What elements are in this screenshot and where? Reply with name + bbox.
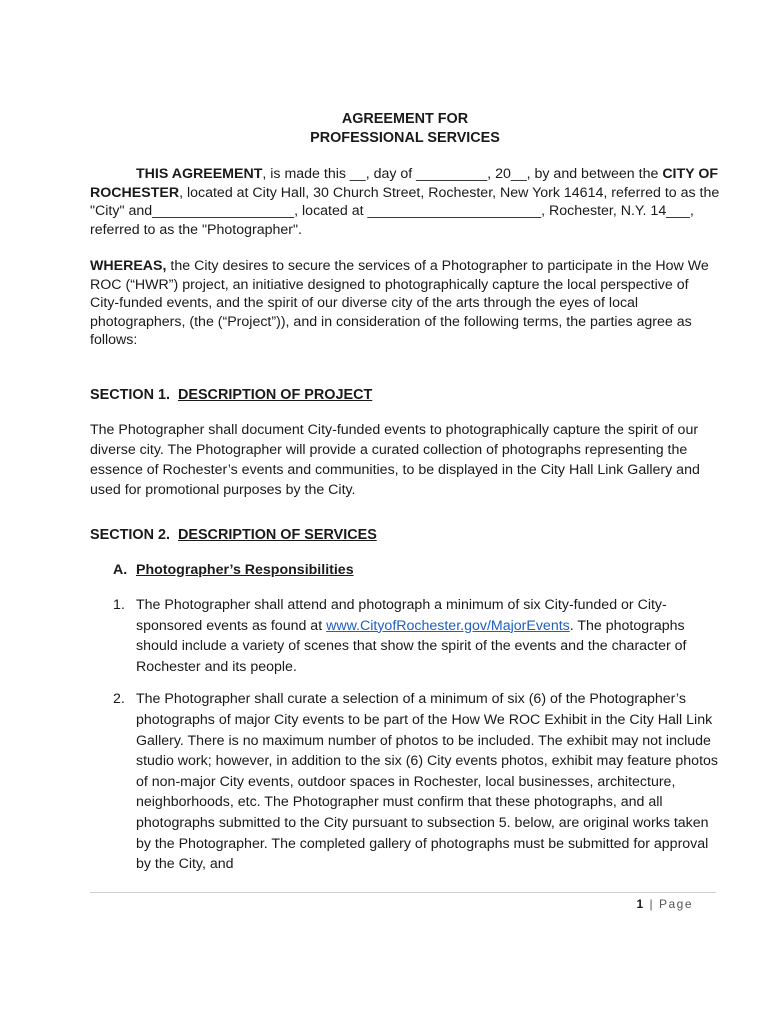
list-item-number: 2. (113, 691, 125, 708)
intro-lead: THIS AGREEMENT (136, 166, 263, 182)
list-item-text: The Photographer shall curate a selection of a minimum of six (6) of the Photographer’s photographs of major City events to be part of the How We ROC Exhibit in the City Hall Link Gallery. There is no maximum number of photos to be included. The exhibit may not include studio work; however, in addition to the six (6) City events photos, exhibit may feature photos of non-major City events, outdoor spaces in Rochester, local businesses, architecture, neighborhoods, etc. The Photographer must confirm that these photographs, and all photographs submitted to the City pursuant to subsection 5. below, are original works taken by the Photographer. The completed gallery of photographs must be submitted for approval by the City, and (136, 691, 718, 873)
section-1-number: SECTION 1. (90, 386, 170, 403)
section-2-heading (90, 526, 720, 545)
title-line-2: PROFESSIONAL SERVICES (310, 129, 500, 146)
title-line-1: AGREEMENT FOR (341, 111, 469, 127)
whereas-paragraph (90, 257, 720, 350)
intro-city: CITY OF ROCHESTER (90, 166, 719, 201)
list-item (90, 595, 720, 677)
subsection-a-title: Photographer’s Responsibilities (136, 561, 354, 578)
intro-text-2: , located at City Hall, 30 Church Street, Rochester, New York 14614, referred to as the "City" and__________________, located at ______________________, Rochester, N.Y. 14___, referred to as the "Photographer". (90, 184, 720, 238)
page-label: Page (658, 897, 693, 911)
subsection-a-letter: A. (113, 561, 128, 578)
intro-text-1: , is made this __, day of _________, 20__, by and between the (262, 166, 659, 182)
list-item (90, 689, 720, 874)
list-item-text-after: . The photographs should include a variety of scenes that show the spirit of the events and the character of Rochester and its people. (136, 617, 687, 675)
section-1-title: DESCRIPTION OF PROJECT (177, 386, 373, 403)
section-1-heading (90, 386, 720, 405)
document-title (90, 110, 720, 147)
intro-paragraph (90, 165, 720, 239)
page-number: 1 (636, 897, 645, 911)
major-events-link[interactable]: www.CityofRochester.gov/MajorEvents (326, 617, 570, 634)
page-footer (636, 897, 693, 911)
list-item-number: 1. (113, 597, 125, 613)
responsibilities-list (90, 595, 720, 875)
subsection-a-heading (113, 561, 720, 580)
footer-divider (90, 892, 716, 893)
section-2-number: SECTION 2. (90, 527, 170, 543)
page-separator: | (644, 897, 659, 911)
document-body (90, 110, 720, 875)
whereas-text: the City desires to secure the services of a Photographer to participate in the How We ROC (“HWR”) project, an initiative designed to photographically capture the local perspective of City-funded events, and the spirit of our diverse city of the arts through the eyes of local photographers, (the (“Project”)), and in consideration of the following terms, the parties agree as follows: (90, 258, 709, 348)
whereas-lead: WHEREAS, (90, 258, 167, 274)
section-2-title: DESCRIPTION OF SERVICES (177, 527, 377, 543)
section-1-body: The Photographer shall document City-funded events to photographically capture the spirit of our diverse city. The Photographer will provide a curated collection of photographs representing the essence of Rochester’s events and communities, to be displayed in the City Hall Link Gallery and used for promotional purposes by the City. (90, 422, 700, 498)
list-item-text-before: The Photographer shall attend and photograph a minimum of six City-funded or City-sponsored events as found at (136, 597, 667, 634)
